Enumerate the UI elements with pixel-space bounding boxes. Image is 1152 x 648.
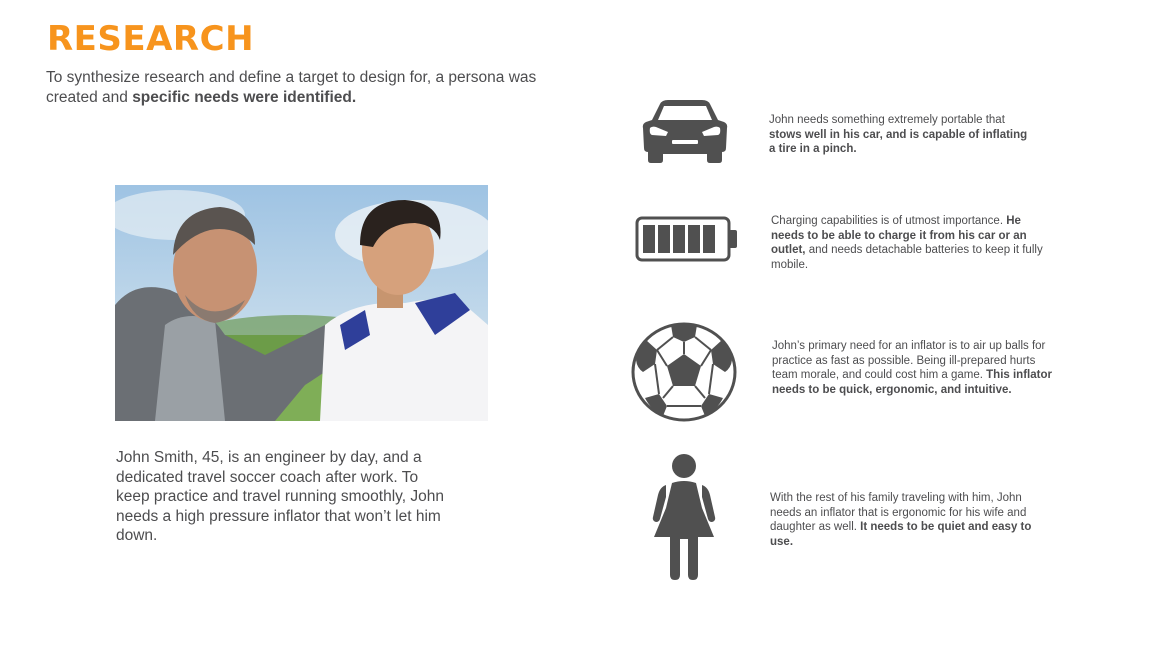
need-text-family: With the rest of his family traveling with him, John needs an inflator that is ergonomic for his wife and daughter as well. It needs to be quiet and easy to use. — [770, 492, 1032, 548]
need-text-speed: John’s primary need for an inflator is to air up balls for practice as fast as possible. Being ill-prepared hurts team morale, and could cost him a game. This inflator needs to be quick, ergonomic, and intuitive. — [772, 340, 1052, 396]
persona-bio: John Smith, 45, is an engineer by day, and a dedicated travel soccer coach after work. To keep practice and travel running smoothly, John needs a high pressure inflator that won’t let him down. — [116, 449, 444, 544]
soccer-ball-icon — [631, 322, 737, 422]
need-text-portability: John needs something extremely portable that stows well in his car, and is capable of inflating a tire in a pinch. — [769, 114, 1028, 155]
page-title: RESEARCH — [47, 19, 255, 59]
intro-text — [46, 68, 566, 108]
woman-icon — [652, 453, 716, 581]
intro-bold: specific needs were identified. — [132, 89, 357, 106]
battery-icon — [635, 216, 739, 262]
car-icon — [642, 98, 728, 164]
persona-photo — [115, 185, 488, 421]
intro-regular: To synthesize research and define a target to design for, a persona was created and — [46, 69, 537, 106]
need-text-charging: Charging capabilities is of utmost importance. He needs to be able to charge it from his car or an outlet, and needs detachable batteries to keep it fully mobile. — [771, 215, 1043, 271]
